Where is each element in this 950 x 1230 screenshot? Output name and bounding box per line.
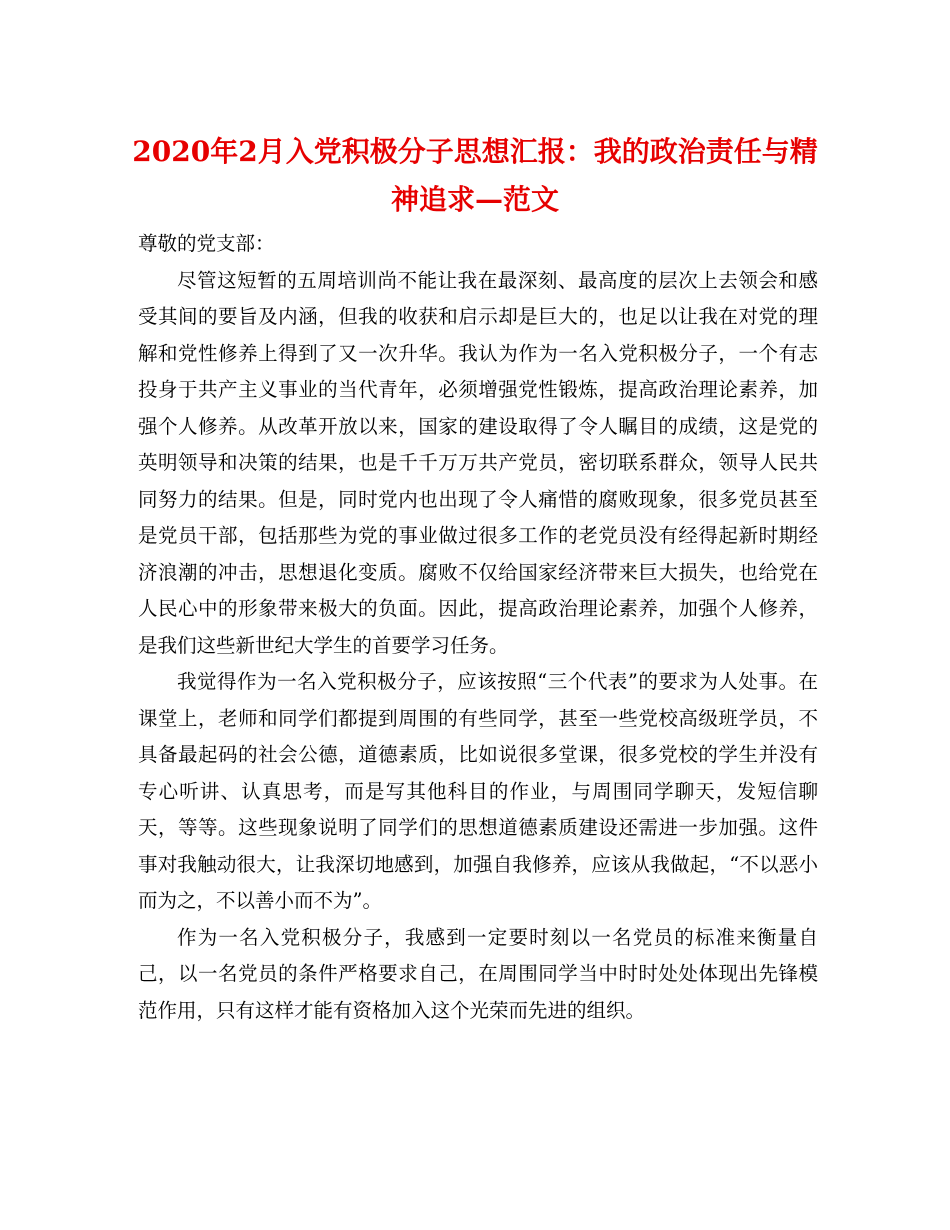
paragraph-2: 我觉得作为一名入党积极分子，应该按照“三个代表”的要求为人处事。在课堂上，老师和同学们都提到周围的有些同学，甚至一些党校高级班学员，不具备最起码的社会公德，道德素质，比如说很多堂课，很多党校的学生并没有专心听讲、认真思考，而是写其他科目的作业，与周围同学聊天，发短信聊天，等等。这些现象说明了同学们的思想道德素质建设还需进一步加强。这件事对我触动很大，让我深切地感到，加强自我修养，应该从我做起，“不以恶小而为之，不以善小而不为”。	[138, 670, 818, 912]
paragraph-3: 作为一名入党积极分子，我感到一定要时刻以一名党员的标准来衡量自己，以一名党员的条件严格要求自己，在周围同学当中时时处处体现出先锋模范作用，只有这样才能有资格加入这个光荣而先进的组织。	[138, 925, 818, 1022]
document-title: 2020年2月入党积极分子思想汇报：我的政治责任与精神追求—范文	[132, 135, 818, 216]
document-body	[138, 226, 818, 1029]
salutation: 尊敬的党支部：	[138, 232, 275, 255]
paragraph-1: 尽管这短暂的五周培训尚不能让我在最深刻、最高度的层次上去领会和感受其间的要旨及内涵，但我的收获和启示却是巨大的，也足以让我在对党的理解和党性修养上得到了又一次升华。我认为作为一名入党积极分子，一个有志投身于共产主义事业的当代青年，必须增强党性锻炼，提高政治理论素养，加强个人修养。从改革开放以来，国家的建设取得了令人瞩目的成绩，这是党的英明领导和决策的结果，也是千千万万共产党员，密切联系群众，领导人民共同努力的结果。但是，同时党内也出现了令人痛惜的腐败现象，很多党员甚至是党员干部，包括那些为党的事业做过很多工作的老党员没有经得起新时期经济浪潮的冲击，思想退化变质。腐败不仅给国家经济带来巨大损失，也给党在人民心中的形象带来极大的负面。因此，提高政治理论素养，加强个人修养，是我们这些新世纪大学生的首要学习任务。	[138, 268, 818, 657]
